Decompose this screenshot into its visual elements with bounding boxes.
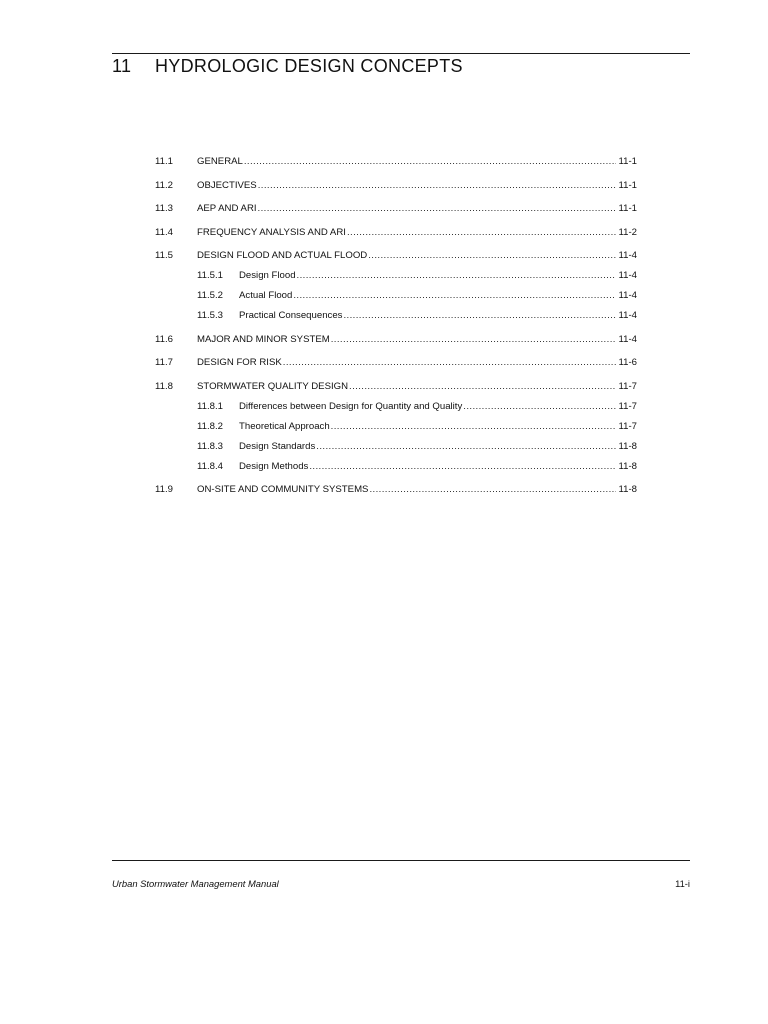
toc-entry-title: OBJECTIVES [197,179,257,191]
toc-entry-page: 11-1 [618,203,637,214]
toc-entry-number: 11.5.2 [197,290,223,301]
toc-entry-number: 11.8.2 [197,420,223,432]
toc-entry-title: Theoretical Approach [239,420,330,432]
toc-entry-title: Practical Consequences [239,310,343,321]
toc-entry-title: Design Methods [239,460,309,472]
toc-entry-page: 11-2 [618,226,637,238]
toc-entry-number: 11.8.3 [197,440,223,452]
toc-entry-title: FREQUENCY ANALYSIS AND ARI [197,226,346,238]
toc-dot-leader [258,179,616,192]
toc-entry-line [239,400,637,413]
toc-entry-number: 11.1 [155,156,173,167]
toc-entry-page: 11-4 [618,333,637,345]
toc-dot-leader [244,155,616,168]
toc-entry-line [239,289,637,302]
toc-dot-leader [316,440,615,453]
toc-dot-leader [331,333,616,346]
toc-entry-page: 11-6 [618,357,637,368]
toc-entry-line [197,483,637,496]
toc-entry-number: 11.8 [155,380,173,392]
toc-entry-number: 11.8.4 [197,460,223,472]
toc-entry-title: Actual Flood [239,290,293,301]
toc-subentry[interactable] [155,420,637,433]
footer-manual-title: Urban Stormwater Management Manual [112,878,279,889]
toc-entry-title: ON-SITE AND COMMUNITY SYSTEMS [197,484,369,495]
toc-entry-line [239,309,637,322]
toc-dot-leader [258,202,616,215]
toc-subentry[interactable] [155,309,637,322]
toc-entry-line [197,333,637,346]
toc-entry-number: 11.5.1 [197,270,223,281]
toc-entry-page: 11-8 [618,440,637,452]
chapter-number: 11 [112,56,132,76]
toc-entry-title: GENERAL [197,156,243,167]
toc-entry-page: 11-8 [618,484,637,495]
toc-entry-number: 11.5.3 [197,310,223,321]
toc-entry-line [197,226,637,239]
toc-entry-number: 11.5 [155,250,173,261]
toc-dot-leader [331,420,616,433]
table-of-contents [155,155,637,496]
toc-entry-title: DESIGN FOR RISK [197,357,282,368]
toc-entry-title: STORMWATER QUALITY DESIGN [197,380,349,392]
toc-entry-page: 11-1 [618,156,637,167]
toc-dot-leader [369,483,615,496]
toc-entry-number: 11.8.1 [197,400,223,412]
toc-entry-number: 11.3 [155,203,173,214]
toc-entry-line [197,380,637,393]
toc-dot-leader [347,226,616,239]
toc-entry-page: 11-4 [618,270,637,281]
toc-entry-title: MAJOR AND MINOR SYSTEM [197,333,330,345]
toc-entry-page: 11-4 [618,310,637,321]
toc-entry-title: AEP AND ARI [197,203,257,214]
toc-entry-page: 11-4 [618,250,637,261]
toc-entry-number: 11.7 [155,357,173,368]
toc-entry-page: 11-8 [618,460,637,472]
toc-entry[interactable] [155,249,637,262]
toc-dot-leader [463,400,615,413]
toc-entry-line [197,179,637,192]
footer-page-number: 11-i [675,878,690,889]
toc-entry-title: Design Standards [239,440,316,452]
toc-subentry[interactable] [155,440,637,453]
toc-dot-leader [309,460,615,473]
toc-entry-page: 11-1 [618,179,637,191]
toc-entry-line [197,249,637,262]
top-rule [112,53,690,54]
toc-subentry[interactable] [155,400,637,413]
toc-dot-leader [293,289,615,302]
toc-subentry[interactable] [155,269,637,282]
toc-entry[interactable] [155,380,637,393]
toc-entry[interactable] [155,356,637,369]
toc-dot-leader [349,380,615,393]
toc-entry-line [239,460,637,473]
toc-entry[interactable] [155,226,637,239]
toc-entry-page: 11-7 [618,400,637,412]
toc-entry-line [197,155,637,168]
toc-entry-number: 11.4 [155,226,173,238]
toc-entry-number: 11.9 [155,484,173,495]
toc-entry-number: 11.2 [155,179,173,191]
toc-entry[interactable] [155,483,637,496]
toc-entry-line [239,440,637,453]
toc-dot-leader [368,249,615,262]
toc-entry-title: Design Flood [239,270,296,281]
toc-entry[interactable] [155,333,637,346]
chapter-title: HYDROLOGIC DESIGN CONCEPTS [155,56,463,76]
toc-entry-line [239,269,637,282]
toc-dot-leader [297,269,616,282]
toc-entry-line [197,202,637,215]
toc-entry[interactable] [155,202,637,215]
toc-entry-title: DESIGN FLOOD AND ACTUAL FLOOD [197,250,368,261]
toc-entry-page: 11-7 [618,420,637,432]
toc-entry-line [197,356,637,369]
toc-dot-leader [283,356,616,369]
toc-entry-page: 11-7 [618,380,637,392]
bottom-rule [112,860,690,861]
chapter-heading [112,56,463,77]
toc-subentry[interactable] [155,289,637,302]
toc-dot-leader [343,309,615,322]
toc-entry[interactable] [155,179,637,192]
toc-entry-page: 11-4 [618,290,637,301]
toc-entry-line [239,420,637,433]
toc-entry-title: Differences between Design for Quantity and Quality [239,400,463,412]
toc-entry[interactable] [155,155,637,168]
toc-subentry[interactable] [155,460,637,473]
toc-entry-number: 11.6 [155,333,173,345]
